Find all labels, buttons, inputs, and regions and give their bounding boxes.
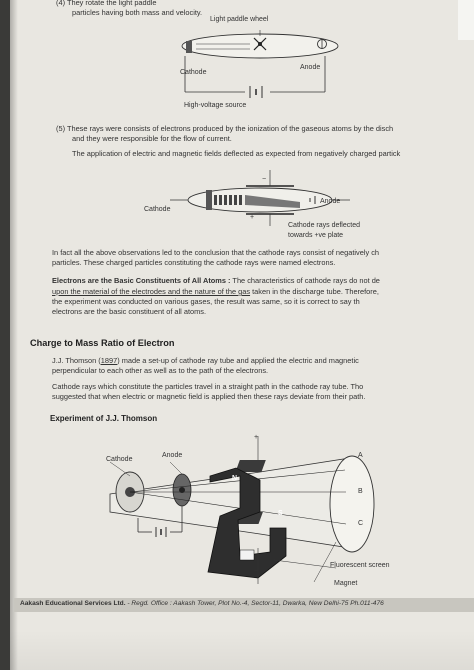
cathode-label-3: Cathode <box>106 456 133 463</box>
constituents-line2-underlined: upon the material of the electrodes and the nature of the gas <box>52 287 251 296</box>
cathode-block <box>206 190 212 210</box>
section-heading: Charge to Mass Ratio of Electron <box>30 338 175 348</box>
item4-line1: (4) They rotate the light paddle <box>56 0 157 7</box>
point-a-label: A <box>358 452 363 459</box>
light-paddle-wheel-label: Light paddle wheel <box>210 16 269 23</box>
footer-text <box>20 600 384 607</box>
deflect-label-line2: towards +ve plate <box>288 232 344 239</box>
application-line: The application of electric and magnetic fields deflected as expected from negatively charged partick <box>72 149 401 158</box>
item5-line1: (5) These rays were consists of electrons produced by the ionization of the gaseous atoms by the disch <box>56 124 394 133</box>
cathode-plate <box>186 41 192 53</box>
constituents-line2-rest: taken in the discharge tube. Therefore, <box>250 287 379 296</box>
conclusion-line2: particles. These charged particles constituting the cathode rays were named electrons. <box>52 258 336 267</box>
thomson-p2-line2: suggested that when electric or magnetic field is applied then these rays deviate from their path. <box>52 392 366 401</box>
minus-label-3: − <box>254 568 259 575</box>
cathode-label-2: Cathode <box>144 206 171 213</box>
magnet-label: Magnet <box>334 580 358 587</box>
constituents-line4: electrons are the basic constituent of all atoms. <box>52 307 207 316</box>
magnet-south-label: S <box>278 510 283 517</box>
p1-rest: ) made a set-up of cathode ray tube and applied the electric and magnetic <box>117 356 359 365</box>
constituents-line3: the experiment was conducted on various gases, the result was same, so it is correct to say th <box>52 297 360 306</box>
thomson-p1-line2: perpendicular to each other as well as to the path of the electrons. <box>52 366 269 375</box>
conclusion-line1: In fact all the above observations led to the conclusion that the cathode rays consist of negatively ch <box>52 248 380 257</box>
cathode-label-1: Cathode <box>180 69 207 76</box>
item5-line2: and they were responsible for the flow of current. <box>72 134 232 143</box>
point-b-label: B <box>358 488 363 495</box>
thomson-p1-line1 <box>52 356 359 366</box>
experiment-title: Experiment of J.J. Thomson <box>50 414 158 423</box>
thomson-p2-line1: Cathode rays which constitute the particles travel in a straight path in the cathode ray tube. Tho <box>52 382 364 391</box>
anode-label-2: Anode <box>320 198 341 205</box>
constituents-line1 <box>52 276 380 286</box>
plus-label-2: + <box>250 214 255 221</box>
anode-label-1: Anode <box>300 64 321 71</box>
magnet-north-label: N <box>232 475 238 482</box>
fluorescent-screen-label: Fluorescent screen <box>330 562 390 569</box>
anode-label-3: Anode <box>162 452 183 459</box>
p1-prefix: J.J. Thomson ( <box>52 356 101 365</box>
page-shadow <box>10 0 18 670</box>
constituents-line1-rest: The characteristics of cathode rays do not de <box>230 276 380 285</box>
p1-year: 1897 <box>100 356 118 365</box>
constituents-line2 <box>52 287 379 297</box>
footer-company: Aakash Educational Services Ltd. <box>20 600 126 607</box>
fluorescent-screen <box>330 456 374 552</box>
constituents-title: Electrons are the Basic Constituents of All Atoms : <box>52 276 231 285</box>
page-bottom-shade <box>10 630 474 670</box>
paddle-wheel-diagram <box>150 16 370 116</box>
footer-office: - Regd. Office : Aakash Tower, Plot No.-4, Sector-11, Dwarka, New Delhi-75 Ph.011-476 <box>125 600 384 607</box>
point-c-label: C <box>358 520 364 527</box>
deflect-label-line1: Cathode rays deflected <box>288 222 360 229</box>
hv-source-label: High-voltage source <box>184 102 247 109</box>
item4-line2: particles having both mass and velocity. <box>72 8 203 17</box>
page-corner <box>458 0 474 40</box>
minus-label-2: − <box>262 176 267 183</box>
plus-label-3: + <box>254 434 259 441</box>
